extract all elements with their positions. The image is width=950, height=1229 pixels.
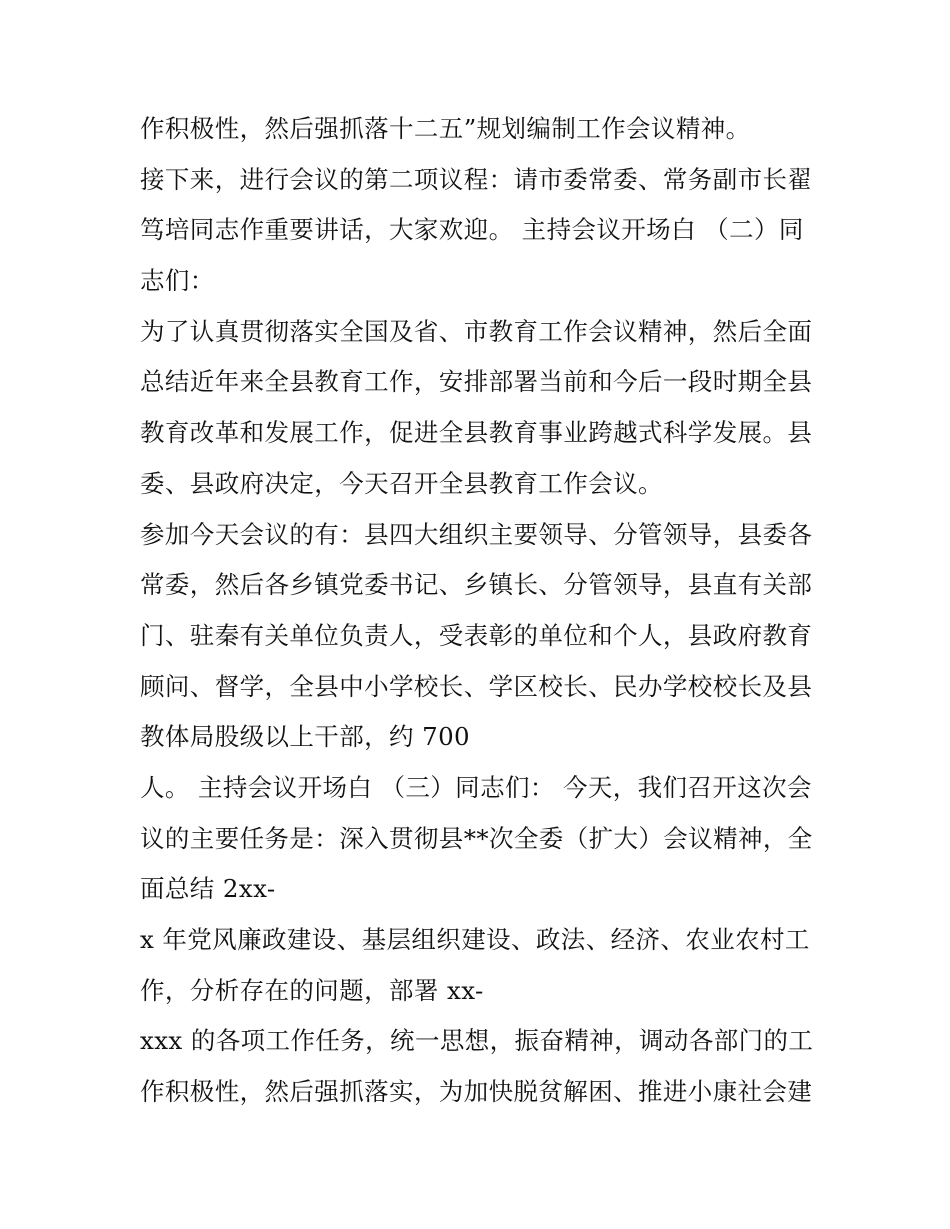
text-line-5: 为了认真贯彻落实全国及省、市教育工作会议精神，然后全面 — [140, 316, 813, 346]
text-line-16: 面总结 2xx- — [140, 874, 276, 904]
text-line-18: 作，分析存在的问题，部署 xx- — [140, 975, 484, 1005]
text-line-10: 常委，然后各乡镇党委书记、乡镇长、分管领导，县直有关部 — [140, 570, 813, 600]
body-text — [140, 104, 820, 1118]
text-line-4: 志们： — [140, 266, 215, 296]
text-line-7: 教育改革和发展工作，促进全县教育事业跨越式科学发展。县 — [140, 418, 813, 448]
text-line-9: 参加今天会议的有：县四大组织主要领导、分管领导，县委各 — [140, 519, 813, 549]
text-line-11: 门、驻秦有关单位负责人，受表彰的单位和个人，县政府教育 — [140, 620, 813, 650]
text-line-8: 委、县政府决定，今天召开全县教育工作会议。 — [140, 468, 663, 498]
text-line-12: 顾问、督学，全县中小学校长、学区校长、民办学校校长及县 — [140, 671, 813, 701]
text-line-6: 总结近年来全县教育工作，安排部署当前和今后一段时期全县 — [140, 367, 813, 397]
text-line-1: 作积极性，然后强抓落十二五”规划编制工作会议精神。 — [140, 114, 751, 143]
text-line-13: 教体局股级以上干部，约 700 — [140, 722, 471, 752]
text-line-20: 作积极性，然后强抓落实，为加快脱贫解困、推进小康社会建 — [140, 1077, 813, 1107]
text-line-3: 笃培同志作重要讲话，大家欢迎。 主持会议开场白 （二）同 — [140, 215, 804, 245]
text-line-15: 议的主要任务是：深入贯彻县**次全委（扩大）会议精神，全 — [140, 823, 813, 853]
text-line-19: xxx 的各项工作任务，统一思想，振奋精神，调动各部门的工 — [140, 1026, 814, 1056]
text-line-17: x 年党风廉政建设、基层组织建设、政法、经济、农业农村工 — [140, 925, 810, 954]
text-line-14: 人。 主持会议开场白 （三）同志们： 今天，我们召开这次会 — [140, 772, 812, 802]
text-line-2: 接下来，进行会议的第二项议程：请市委常委、常务副市长翟 — [140, 164, 813, 194]
